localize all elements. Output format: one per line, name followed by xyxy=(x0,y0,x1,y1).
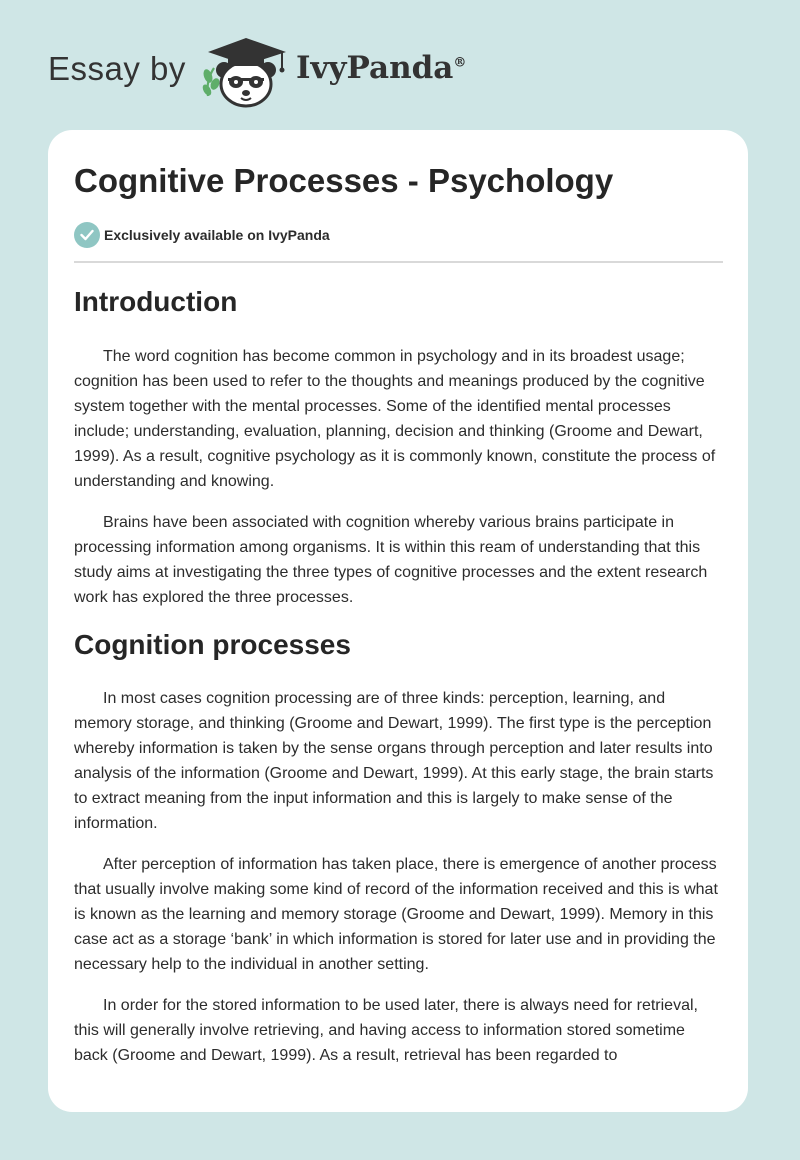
panda-graduate-icon xyxy=(202,34,294,110)
paragraph: After perception of information has taken place, there is emergence of another process that usually involve making some kind of record of the information received and this is what is known as the learning and memory storage (Groome and Dewart, 1999). Memory in this case act as a storage ‘bank’ in which information is stored for later use and in providing the necessary help to the individual in another setting. xyxy=(74,856,718,973)
check-circle-icon xyxy=(74,222,100,248)
paragraph: The word cognition has become common in psychology and in its broadest usage; cognition has been used to refer to the thoughts and meanings produced by the cognitive system together with the mental processes. Some of the identified mental processes include; understanding, evaluation, planning, decision and thinking (Groome and Dewart, 1999). As a result, cognitive psychology as it is commonly known, constitute the process of understanding and knowing. xyxy=(74,348,716,490)
paragraph: Brains have been associated with cognition whereby various brains participate in processing information among organisms. It is within this ream of understanding that this study aims at investigating the three types of cognitive processes and the extent research work has explored the three processes. xyxy=(74,514,708,606)
divider xyxy=(74,261,723,263)
paragraph: In most cases cognition processing are of three kinds: perception, learning, and memory storage, and thinking (Groome and Dewart, 1999). The first type is the perception whereby information is taken by the sense organs through perception and later results into analysis of the information (Groome and Dewart, 1999). At this early stage, the brain starts to extract meaning from the input information and this is largely to make sense of the information. xyxy=(74,690,714,832)
essay-card xyxy=(48,130,748,1112)
section-heading-cognition-processes: Cognition processes xyxy=(74,629,351,660)
brand-header xyxy=(48,30,468,110)
essay-by-label: Essay by xyxy=(48,50,186,87)
page-title: Cognitive Processes - Psychology xyxy=(74,162,614,199)
exclusive-badge xyxy=(74,222,474,248)
section-heading-introduction: Introduction xyxy=(74,286,238,317)
badge-label: Exclusively available on IvyPanda xyxy=(104,227,330,243)
brand-name: IvyPanda® xyxy=(296,50,467,86)
paragraph: In order for the stored information to be used later, there is always need for retrieval, this will generally involve retrieving, and having access to information stored sometime back (Groome and Dewart, 1999). As a result, retrieval has been regarded to xyxy=(74,997,698,1064)
